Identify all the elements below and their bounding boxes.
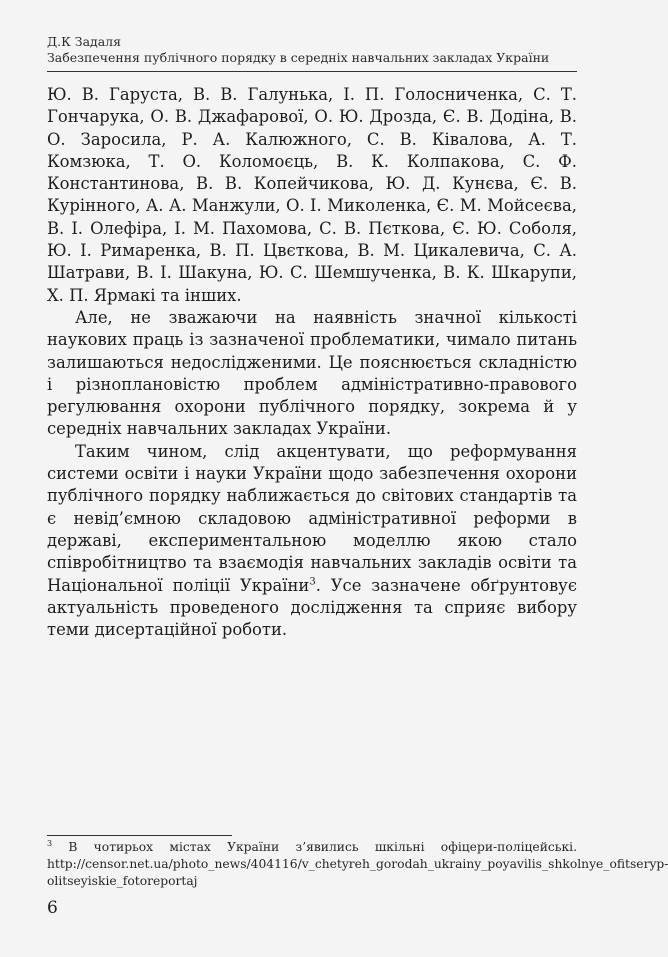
footnote-text: В чотирьох містах України з’явились шкільні офіцери-поліцейські. http://censor.net.ua/photo_news/404116/v_chetyreh_gorodah_ukrainy_poyavilis_shkolnye_ofitseryp litseyiskie_fotoreportaj xyxy=(47,840,665,888)
page-number: 6 xyxy=(47,898,58,918)
paragraph-3 xyxy=(47,441,577,642)
running-head xyxy=(47,34,582,66)
footnote-reference: 3 xyxy=(309,576,316,588)
running-head-title: Забезпечення публічного порядку в середніх навчальних закладах України xyxy=(47,50,550,65)
paragraph-2: Але, не зважаючи на наявність значної кількості наукових праць із зазначеної проблематики, чимало питань залишаються недослідженими. Це пояснюється складністю і різноплановістю проблем адміністративно-правового регулювання охорони публічного порядку, зокрема й у середніх навчальних закладах України. xyxy=(47,307,577,439)
paragraph-3-text: Таким чином, слід акцентувати, що реформування системи освіти і науки України щодо забезпечення охорони публічного порядку наближається до світових стандартів та є невід’ємною складовою адміністративної реформи в державі, експериментальною моделлю якою стало співробітництво та взаємодія навчальних закладів освіти та Національної поліції України xyxy=(47,441,577,595)
running-head-author: Д.К Задаля xyxy=(47,34,121,49)
paragraph-3-continuation: . Усе зазначене обґрунтовує актуальність проведеного дослідження та сприяє вибору теми дисертаційної роботи. xyxy=(47,575,577,640)
footnote-rule xyxy=(47,835,232,836)
footnote xyxy=(47,838,665,890)
paragraph-1: Ю. В. Гаруста, В. В. Галунька, І. П. Голосниченка, С. Т. Гончарука, О. В. Джафарової, О. Ю. Дрозда, Є. В. Додіна, В. О. Заросила, Р. А. Калюжного, С. В. Ківалова, А. Т. Комзюка, Т. О. Коломоєць, В. К. Колпакова, С. Ф. Константинова, В. В. Копейчикова, Ю. Д. Кунєва, Є. В. Курінного, А. А. Манжули, О. І. Миколенка, Є. М. Мойсеєва, В. І. Олефіра, І. М. Пахомова, С. В. Пєткова, Є. Ю. Соболя, Ю. І. Римаренка, В. П. Цвєткова, В. М. Цикалевича, С. А. Шатрави, В. І. Шакуна, Ю. С. Шемшученка, В. К. Шкарупи, Х. П. Ярмакі та інших. xyxy=(47,85,577,305)
body-text xyxy=(47,84,577,641)
footnote-marker: 3 xyxy=(47,838,53,848)
header-rule xyxy=(47,71,577,72)
